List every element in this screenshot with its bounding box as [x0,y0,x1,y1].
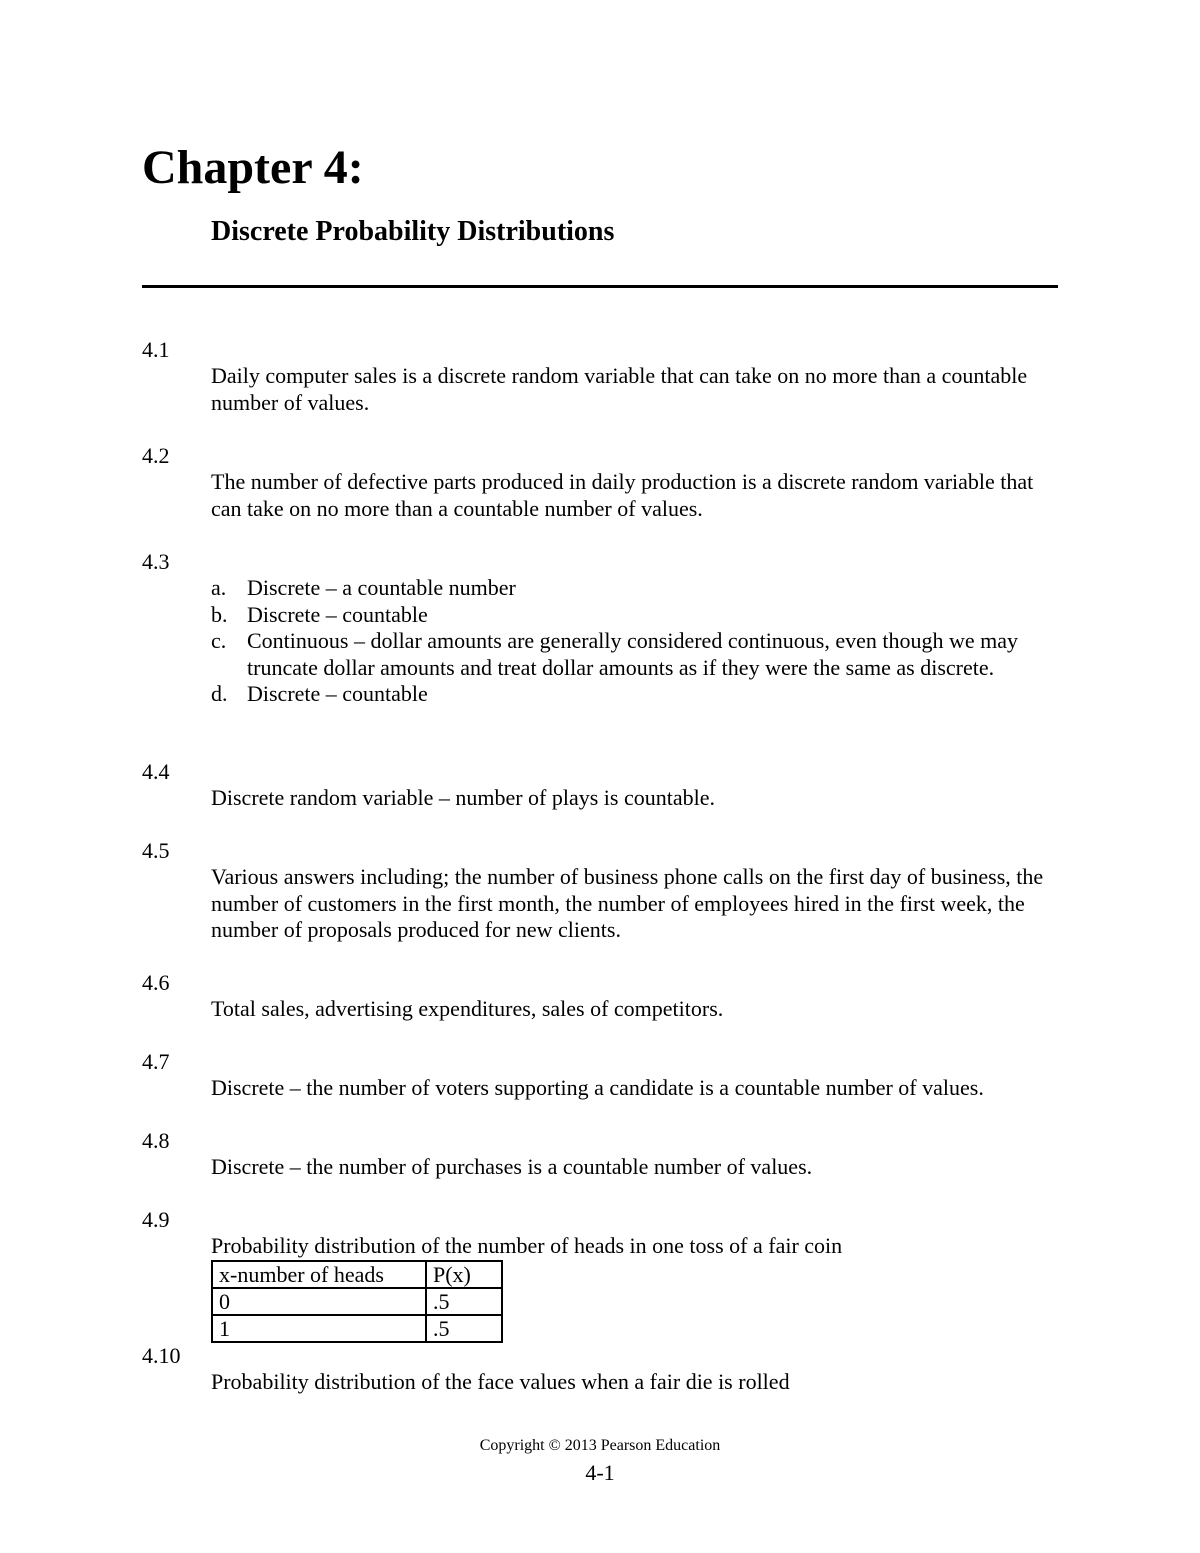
item-text: Discrete – a countable number [247,575,516,600]
problem-answer: Daily computer sales is a discrete random variable that can take on no more than a countable number of values. [211,363,1028,415]
table-row [212,1288,502,1315]
page-number: 4-1 [585,1460,615,1485]
item-marker: a. [211,575,227,600]
item-text: Discrete – countable [247,601,428,627]
table-caption: Probability distribution of the number of heads in one toss of a fair coin [211,1233,843,1258]
problem-number: 4.9 [142,1207,170,1232]
problem-4-8 [142,1128,1058,1181]
answer-item-d [211,681,1058,708]
table-cell: 0 [212,1288,426,1315]
problem-number: 4.6 [142,970,170,995]
table-cell: .5 [426,1288,502,1315]
table-row [212,1315,502,1342]
problem-number: 4.1 [142,337,170,362]
problem-answer: The number of defective parts produced in daily production is a discrete random variable that can take on no more than a countable number of values. [211,469,1034,521]
item-text: Discrete – countable [247,681,428,706]
problem-number: 4.2 [142,443,170,468]
problem-4-9 [142,1207,1058,1343]
problem-number: 4.8 [142,1128,170,1153]
problem-4-2 [142,443,1058,522]
problem-answer: Discrete – the number of voters supporting a candidate is a countable number of values. [211,1075,984,1100]
problem-4-3 [142,549,1058,708]
item-marker: d. [211,681,228,706]
item-marker: b. [211,601,228,627]
problem-4-7 [142,1049,1058,1102]
answer-item-c [211,628,1058,681]
header-cell: x-number of heads [212,1261,426,1288]
table-cell: 1 [212,1315,426,1342]
answer-item-a [211,575,1058,602]
problem-4-1 [142,337,1058,416]
title-divider [142,285,1058,288]
item-text: Continuous – dollar amounts are generally considered continuous, even though we may truncate dollar amounts and treat dollar amounts as if they were the same as discrete. [247,628,1019,680]
problem-answer: Various answers including; the number of business phone calls on the first day of business, the number of customers in the first month, the number of employees hired in the first week, the number of proposals produced for new clients. [211,864,1044,942]
table-header-row [212,1261,502,1288]
problem-number: 4.5 [142,838,170,863]
problem-answer: Probability distribution of the face values when a fair die is rolled [211,1369,790,1394]
problem-answer [211,1233,1058,1343]
problem-4-4 [142,759,1058,812]
problem-answer: Discrete – the number of purchases is a countable number of values. [211,1154,813,1179]
problem-answer [211,575,1058,708]
table-cell: .5 [426,1315,502,1342]
problem-number: 4.4 [142,759,170,784]
problem-answer: Discrete random variable – number of plays is countable. [211,785,716,810]
answer-list [211,575,1058,708]
answer-item-b [211,602,1058,629]
copyright-notice: Copyright © 2013 Pearson Education [479,1437,721,1454]
item-marker: c. [211,628,227,653]
chapter-subtitle: Discrete Probability Distributions [211,216,615,247]
probability-table [211,1260,503,1343]
header-cell: P(x) [426,1261,502,1288]
problem-number: 4.3 [142,549,170,574]
chapter-title: Chapter 4: [142,141,364,194]
problem-4-5 [142,838,1058,944]
problem-4-10 [142,1343,1058,1396]
problem-4-6 [142,970,1058,1023]
problem-answer: Total sales, advertising expenditures, sales of competitors. [211,996,724,1021]
problem-number: 4.7 [142,1049,170,1074]
problem-number: 4.10 [142,1343,181,1368]
